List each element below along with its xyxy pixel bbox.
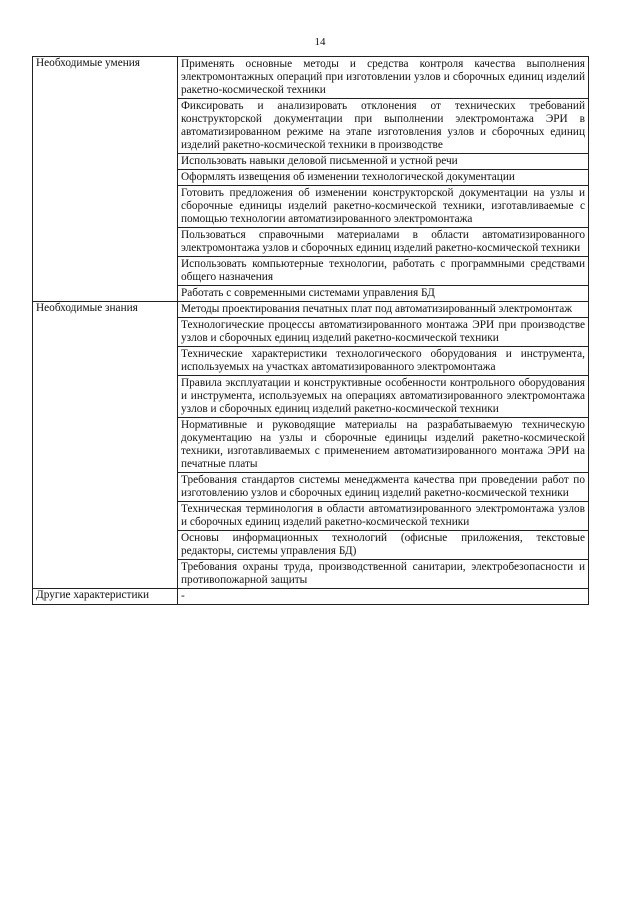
skill-item: Пользоваться справочными материалами в области автоматизированного электромонтажа узлов и сборочных единиц изделий ракетно-космической техники bbox=[178, 227, 588, 256]
requirements-table bbox=[32, 56, 589, 605]
skill-item: Оформлять извещения об изменении технологической документации bbox=[178, 169, 588, 185]
knowledge-item: Требования охраны труда, производственной санитарии, электробезопасности и противопожарной защиты bbox=[178, 559, 588, 588]
row-label-skills: Необходимые умения bbox=[33, 57, 178, 302]
table-row-knowledge bbox=[33, 302, 589, 589]
skill-item: Использовать компьютерные технологии, работать с программными средствами общего назначения bbox=[178, 256, 588, 285]
knowledge-item: Нормативные и руководящие материалы на разрабатываемую техническую документацию на узлы и сборочные единицы изделий ракетно-космической техники, изготавливаемых с применением автоматизированного монтажа ЭРИ на печатные платы bbox=[178, 417, 588, 472]
knowledge-item: Техническая терминология в области автоматизированного электромонтажа узлов и сборочных единиц изделий ракетно-космической техники bbox=[178, 501, 588, 530]
skills-cell bbox=[178, 57, 589, 302]
table-row-skills bbox=[33, 57, 589, 302]
skill-item: Применять основные методы и средства контроля качества выполнения электромонтажных операций при изготовлении узлов и сборочных единиц изделий ракетно-космической техники bbox=[181, 58, 585, 96]
knowledge-item: Требования стандартов системы менеджмента качества при проведении работ по изготовлению узлов и сборочных единиц изделий ракетно-космической техники bbox=[178, 472, 588, 501]
skill-item: Фиксировать и анализировать отклонения от технических требований конструкторской документации при выполнении электромонтажа ЭРИ в автоматизированном режиме на этапе изготовления узлов и сборочных единиц изделий ракетно-космической техники в производстве bbox=[178, 98, 588, 153]
page-number: 14 bbox=[314, 36, 326, 48]
knowledge-item: Методы проектирования печатных плат под автоматизированный электромонтаж bbox=[181, 303, 573, 315]
knowledge-item: Основы информационных технологий (офисные приложения, текстовые редакторы, системы управления БД) bbox=[178, 530, 588, 559]
skill-item: Готовить предложения об изменении конструкторской документации на узлы и сборочные единицы изделий ракетно-космической техники, изготавливаемые с помощью технологии автоматизированного электромонтажа bbox=[178, 185, 588, 227]
knowledge-item: Правила эксплуатации и конструктивные особенности контрольного оборудования и инструмента, используемых на операциях автоматизированного электромонтажа узлов и сборочных единиц изделий ракетно-космической техники bbox=[178, 375, 588, 417]
table-row-other bbox=[33, 589, 589, 605]
knowledge-item: Технические характеристики технологического оборудования и инструмента, используемых на участках автоматизированного электромонтажа bbox=[178, 346, 588, 375]
other-item: - bbox=[181, 590, 185, 602]
knowledge-cell bbox=[178, 302, 589, 589]
knowledge-item: Технологические процессы автоматизированного монтажа ЭРИ при производстве узлов и сборочных единиц изделий ракетно-космической техники bbox=[178, 317, 588, 346]
other-cell bbox=[178, 589, 589, 605]
skill-item: Работать с современными системами управления БД bbox=[178, 285, 588, 301]
row-label-knowledge: Необходимые знания bbox=[33, 302, 178, 589]
row-label-other: Другие характеристики bbox=[33, 589, 178, 605]
skill-item: Использовать навыки деловой письменной и устной речи bbox=[178, 153, 588, 169]
